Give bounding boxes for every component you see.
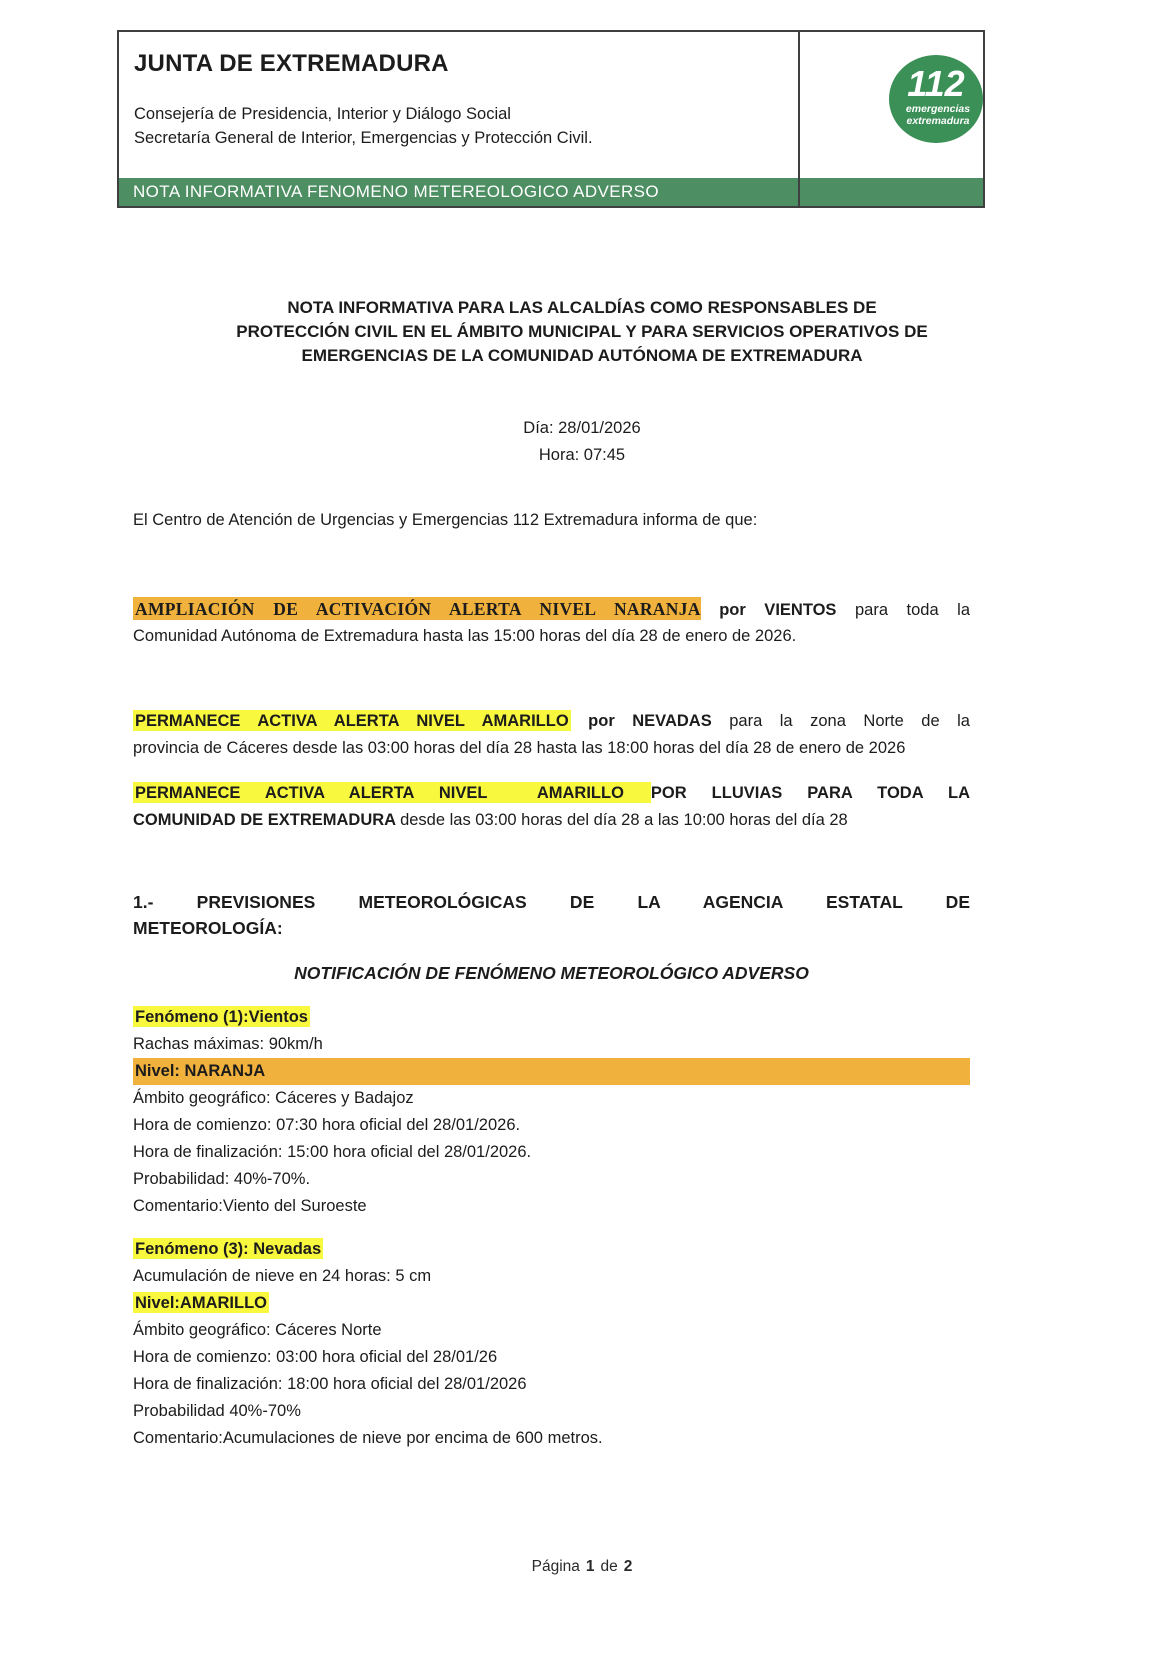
fenomeno-3-block <box>133 1236 970 1452</box>
nivel-naranja-bar: Nivel: NARANJA <box>133 1058 970 1085</box>
page-number: 1 <box>585 1558 595 1575</box>
alert-line <box>133 596 970 623</box>
rachas-line: Rachas máximas: 90km/h <box>133 1035 323 1053</box>
alert-detail: provincia de Cáceres desde las 03:00 horas del día 28 hasta las 18:00 horas del día 28 de enero de 2026 <box>133 739 906 757</box>
alert-detail <box>133 807 970 834</box>
dept-line-2: Secretaría General de Interior, Emergencias y Protección Civil. <box>134 129 593 147</box>
alert-paragraph-lluvias <box>133 780 970 834</box>
section-heading <box>133 889 970 941</box>
footer-separator: de <box>600 1558 618 1575</box>
alert-paragraph-nevadas <box>133 708 970 762</box>
header-box <box>117 30 985 208</box>
alert-scope: para toda la <box>854 601 970 619</box>
banner-label: NOTA INFORMATIVA FENOMENO METEREOLOGICO ADVERSO <box>133 182 660 201</box>
fenomeno-title <box>133 1236 970 1263</box>
alert-detail: Comunidad Autónoma de Extremadura hasta las 15:00 horas del día 28 de enero de 2026. <box>133 627 797 645</box>
section-heading-line-2: METEOROLOGÍA: <box>133 918 283 938</box>
comienzo-line: Hora de comienzo: 03:00 hora oficial del 28/01/26 <box>133 1348 498 1366</box>
alert-line <box>133 708 970 735</box>
date-line: Día: 28/01/2026 <box>523 419 641 437</box>
acumulacion-line: Acumulación de nieve en 24 horas: 5 cm <box>133 1267 432 1285</box>
banner-logo-cell <box>798 178 983 206</box>
total-pages: 2 <box>623 1558 633 1575</box>
page-footer <box>0 1558 1164 1576</box>
datetime-block <box>117 415 1047 469</box>
comentario-line: Comentario:Viento del Suroeste <box>133 1197 367 1215</box>
emergencias-112-logo-icon <box>888 54 984 144</box>
header-logo-cell <box>798 32 983 178</box>
comienzo-line: Hora de comienzo: 07:30 hora oficial del 28/01/2026. <box>133 1116 521 1134</box>
alert-cause: por NEVADAS <box>570 712 730 730</box>
nivel-line <box>133 1058 970 1085</box>
logo-number: 112 <box>907 63 965 104</box>
org-name: JUNTA DE EXTREMADURA <box>134 50 449 77</box>
alert-scope-bold: COMUNIDAD DE EXTREMADURA <box>133 811 401 829</box>
title-line: EMERGENCIAS DE LA COMUNIDAD AUTÓNOMA DE EXTREMADURA <box>301 346 863 365</box>
header-text-cell <box>119 32 798 178</box>
title-line: PROTECCIÓN CIVIL EN EL ÁMBITO MUNICIPAL Y PARA SERVICIOS OPERATIVOS DE <box>236 322 928 341</box>
logo-sub-1: emergencias <box>905 103 971 115</box>
alert-cause: por VIENTOS <box>700 601 855 619</box>
finalizacion-line: Hora de finalización: 15:00 hora oficial del 28/01/2026. <box>133 1143 532 1161</box>
nivel-line <box>133 1290 970 1317</box>
time-line: Hora: 07:45 <box>538 446 626 464</box>
fenomeno-1-block <box>133 1004 970 1220</box>
probabilidad-line: Probabilidad 40%-70% <box>133 1402 301 1420</box>
section-heading-line-1: 1.- PREVISIONES METEOROLÓGICAS DE LA AGENCIA ESTATAL DE <box>133 892 970 912</box>
ambito-line: Ámbito geográfico: Cáceres y Badajoz <box>133 1089 414 1107</box>
title-line: NOTA INFORMATIVA PARA LAS ALCALDÍAS COMO RESPONSABLES DE <box>287 298 877 317</box>
nivel-amarillo-highlight: Nivel:AMARILLO <box>135 1294 267 1312</box>
alert-highlight-naranja: AMPLIACIÓN DE ACTIVACIÓN ALERTA NIVEL NARANJA <box>135 599 701 619</box>
fenomeno-title-highlight: Fenómeno (1):Vientos <box>135 1008 308 1026</box>
alert-cause: POR LLUVIAS PARA TODA LA <box>650 784 970 802</box>
logo-sub-2: extremadura <box>906 115 970 127</box>
banner-cell <box>119 178 798 206</box>
finalizacion-line: Hora de finalización: 18:00 hora oficial del 28/01/2026 <box>133 1375 527 1393</box>
alert-detail-rest: desde las 03:00 horas del día 28 a las 10:00 horas del día 28 <box>400 811 848 829</box>
ambito-line: Ámbito geográfico: Cáceres Norte <box>133 1321 382 1339</box>
alert-highlight-amarillo: PERMANECE ACTIVA ALERTA NIVEL AMARILLO <box>135 784 649 802</box>
alert-highlight-amarillo: PERMANECE ACTIVA ALERTA NIVEL AMARILLO <box>135 712 569 730</box>
fenomeno-title <box>133 1004 970 1031</box>
dept-line-1: Consejería de Presidencia, Interior y Diálogo Social <box>134 105 511 123</box>
alert-scope: para la zona Norte de la <box>729 712 970 730</box>
alert-paragraph-vientos <box>133 596 970 650</box>
footer-label: Página <box>531 1558 580 1575</box>
document-title <box>117 296 1047 368</box>
fenomeno-title-highlight: Fenómeno (3): Nevadas <box>135 1240 322 1258</box>
comentario-line: Comentario:Acumulaciones de nieve por encima de 600 metros. <box>133 1429 603 1447</box>
alert-line <box>133 780 970 807</box>
section-subheading: NOTIFICACIÓN DE FENÓMENO METEOROLÓGICO ADVERSO <box>294 963 809 983</box>
banner-row <box>119 178 983 206</box>
intro-paragraph: El Centro de Atención de Urgencias y Emergencias 112 Extremadura informa de que: <box>133 511 758 529</box>
header-top-row <box>119 32 983 178</box>
probabilidad-line: Probabilidad: 40%-70%. <box>133 1170 311 1188</box>
